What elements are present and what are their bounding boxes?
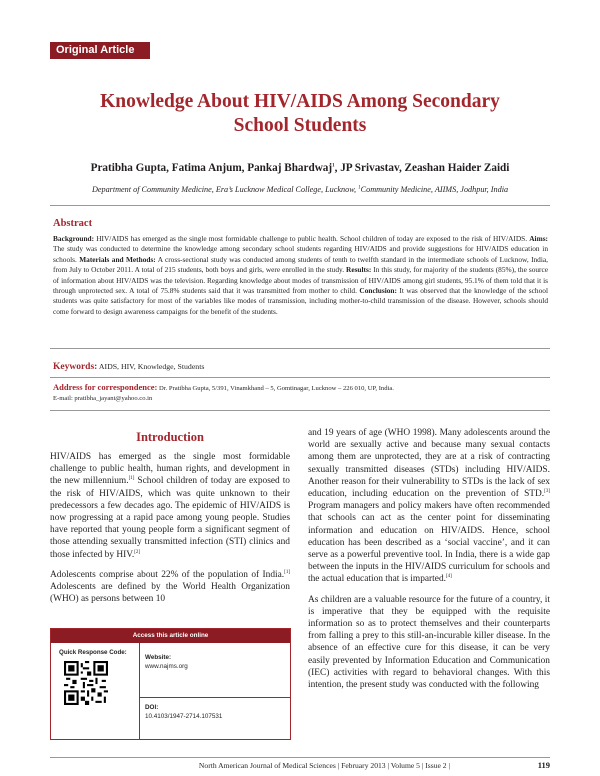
- footer-divider: [50, 757, 550, 758]
- background-text: HIV/AIDS has emerged as the single most formidable challenge to public health. School children of today are exposed to the risk of HIV/AIDS.: [94, 234, 530, 243]
- text-run: Program managers and policy makers have often recommended that schools can act as the center point for disseminating information and education on HIV/AIDS. Hence, school education has been described as a ‘social vaccine’, and it can serve as a powerful preventive tool. In India, there is a wide gap between the inputs in the HIV/AIDS curriculum for schools and the actual education that is imparted.: [308, 501, 550, 585]
- access-box-heading: Access this article online: [51, 629, 290, 643]
- correspondence-label: Address for correspondence:: [53, 382, 158, 392]
- aims-label: Aims:: [529, 234, 548, 243]
- correspondence-email: E-mail: pratibha_jayant@yahoo.co.in: [53, 394, 153, 402]
- results-text: In this study, for majority of the students (85%), the source of information about HIV/AIDS was the television. Regarding knowledge about modes of transmission of HIV/AIDS among girl students, 95.1% of them told that it is through unprotected sex. A total of 75.8% students said that it was transmitted from mother to child.: [53, 265, 548, 296]
- text-run: Adolescents comprise about 22% of the population of India.: [50, 569, 285, 580]
- divider: [50, 348, 550, 349]
- background-label: Background:: [53, 234, 95, 243]
- text-run: HIV/AIDS has emerged as the single most formidable challenge to public health, human rights, and development in the new millennium.: [50, 452, 290, 487]
- authors-part-2: , JP Srivastav, Zeashan Haider Zaidi: [334, 162, 510, 174]
- access-article-box: [50, 628, 291, 740]
- affiliation-mark: 1: [358, 185, 361, 191]
- citation: [2]: [134, 549, 141, 555]
- affiliation-part-1: Department of Community Medicine, Era’s Lucknow Medical College, Lucknow,: [91, 185, 359, 194]
- article-title: [50, 90, 550, 138]
- divider: [50, 377, 550, 378]
- affiliation-part-2: Community Medicine, AIIMS, Jodhpur, India: [360, 185, 509, 194]
- journal-footer: North American Journal of Medical Sciences | February 2013 | Volume 5 | Issue 2 |: [198, 761, 450, 770]
- paragraph: [50, 451, 290, 561]
- website-label: Website:: [145, 654, 172, 661]
- text-run: and 19 years of age (WHO 1998). Many adolescents around the world are sexually active and because many sexual contacts among them are unprotected, they are at a risk of contracting sexually transmitted diseases (STDs) including HIV/AIDS. Another reason for their vulnerability to STDs is the lack of sex education, including education on the prevention of STD.: [308, 428, 550, 500]
- text-run: School children of today are exposed to the risk of HIV/AIDS, which was quite unknown to their predecessors a few decades ago. The epidemic of HIV/AIDS is now progressing at a rapid pace among young people. Studies have reported that young people form a significant segment of those attending sexually transmitted infection (STI) clinics and those infected by HIV.: [50, 476, 290, 560]
- citation: [4]: [445, 574, 452, 580]
- page-number: 119: [537, 760, 550, 770]
- aims-text: The study was conducted to determine the knowledge among secondary school students regarding HIV/AIDS and provide suggestions for HIV/AIDS education in schools.: [53, 244, 548, 264]
- keywords-label: Keywords:: [53, 362, 98, 372]
- correspondence: [53, 383, 548, 403]
- methods-text: A cross-sectional study was conducted among students of tenth to twelfth standard in the intermediate schools of Lucknow, India, from July to October 2011. A total of 215 students, both boys and girls, were enrolled in the study.: [53, 254, 548, 275]
- left-column: [50, 451, 290, 613]
- qr-label: Quick Response Code:: [59, 649, 127, 656]
- access-box-divider: [139, 643, 140, 740]
- text-run: Adolescents are defined by the World Health Organization (WHO) as persons between 10: [50, 582, 290, 605]
- methods-label: Materials and Methods:: [79, 254, 156, 264]
- correspondence-address: Dr. Pratibha Gupta, 5/391, Vinamkhand – 5, Gomtinagar, Lucknow – 226 010, UP, India.: [157, 385, 394, 392]
- divider: [50, 205, 550, 206]
- conclusion-label: Conclusion:: [359, 286, 397, 296]
- title-line-2: School Students: [233, 115, 367, 136]
- abstract-heading: Abstract: [53, 218, 93, 229]
- citation: [1]: [128, 476, 135, 482]
- website-link[interactable]: www.najms.org: [145, 663, 188, 670]
- section-heading-introduction: Introduction: [136, 430, 204, 444]
- abstract-body: [53, 234, 548, 317]
- authors-affil-mark: 1: [332, 163, 335, 169]
- citation: [1]: [284, 569, 290, 575]
- author-list: [50, 162, 550, 174]
- paragraph: [308, 427, 550, 586]
- text-run: As children are a valuable resource for the future of a country, it is imperative that they be equipped with the requisite information so as to protect themselves and their counterparts from falling a prey to this still-an-incurable killer disease. In the absence of an effective cure for this disease, it can be very easily prevented by Information Education and Communication (IEC) activities with regard to behavioral changes. With this intention, the present study was conducted with the following: [308, 594, 550, 691]
- keywords-text: AIDS, HIV, Knowledge, Students: [97, 362, 205, 371]
- affiliation: [50, 185, 550, 194]
- citation: [3]: [544, 488, 550, 494]
- paragraph: [50, 569, 290, 606]
- divider: [50, 410, 550, 411]
- doi-link[interactable]: 10.4103/1947-2714.107531: [145, 713, 223, 720]
- keywords: [53, 362, 204, 372]
- access-box-divider: [139, 697, 291, 698]
- paragraph: [308, 594, 550, 692]
- article-type-label: Original Article: [50, 42, 150, 59]
- authors-part-1: Pratibha Gupta, Fatima Anjum, Pankaj Bhardwaj: [90, 162, 333, 174]
- right-column: [308, 427, 550, 699]
- doi-label: DOI:: [145, 704, 159, 711]
- conclusion-text: It was observed that the knowledge of the school students was quite satisfactory for most of the variables like modes of transmission, including mother-to-child transmission of the disease. However, schools should come forward to design awareness campaigns for the benefit of the students.: [53, 286, 548, 316]
- title-line-1: Knowledge About HIV/AIDS Among Secondary: [100, 91, 500, 112]
- qr-code-icon[interactable]: [64, 661, 108, 705]
- results-label: Results:: [346, 265, 372, 275]
